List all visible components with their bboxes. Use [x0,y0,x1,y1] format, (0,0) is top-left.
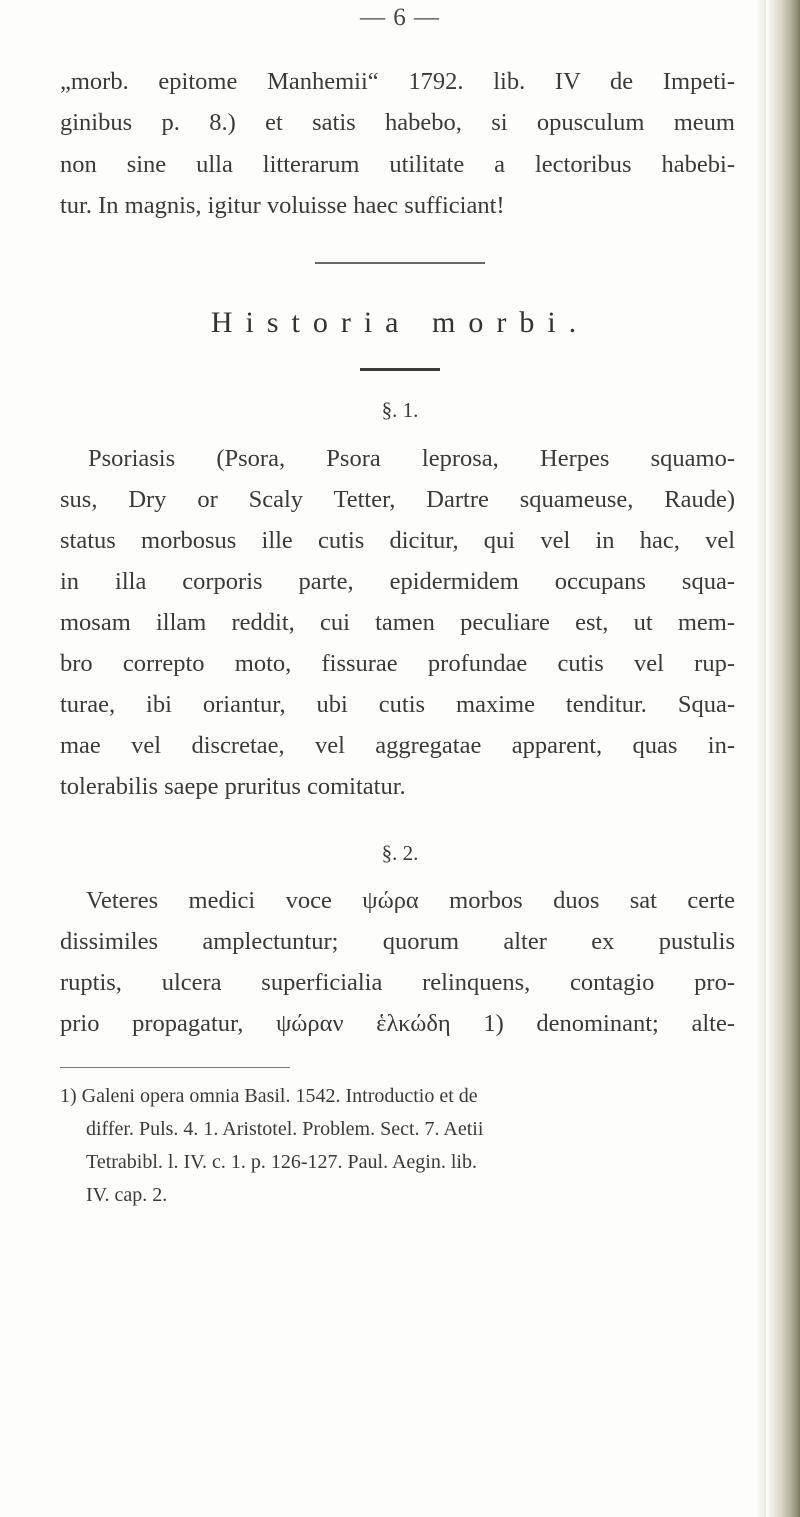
footnote-line: differ. Puls. 4. 1. Aristotel. Problem. Sect. 7. Aetii [86,1118,484,1140]
section-divider [315,262,485,264]
page-edge-shadow [756,0,766,1517]
text-line: „morb. epitome Manhemii“ 1792. lib. IV de Impeti- [60,68,735,95]
text-line: Psoriasis (Psora, Psora leprosa, Herpes squamo- [88,445,735,472]
text-line: sus, Dry or Scaly Tetter, Dartre squameuse, Raude) [60,486,735,513]
section-2-marker: §. 2. [381,841,419,865]
heading-underline [360,368,440,371]
footnote-line: IV. cap. 2. [86,1184,168,1206]
page-number: — 6 — [360,4,440,31]
text-line: non sine ulla litterarum utilitate a lectoribus habebi- [60,151,735,178]
text-line: Veteres medici voce ψώρα morbos duos sat certe [86,887,735,914]
text-line: turae, ibi oriantur, ubi cutis maxime tenditur. Squa- [60,691,735,718]
footnote-rule [60,1067,290,1068]
text-line: status morbosus ille cutis dicitur, qui vel in hac, vel [60,527,735,554]
page-binding-edge [766,0,800,1517]
text-line: dissimiles amplectuntur; quorum alter ex pustulis [60,928,735,955]
footnote-line: 1) Galeni opera omnia Basil. 1542. Introductio et de [60,1085,478,1107]
text-line: bro correpto moto, fissurae profundae cutis vel rup- [60,650,735,677]
text-line: ginibus p. 8.) et satis habebo, si opusculum meum [60,109,735,136]
text-line: mae vel discretae, vel aggregatae apparent, quas in- [60,732,735,759]
text-line: mosam illam reddit, cui tamen peculiare est, ut mem- [60,609,735,636]
text-line: tolerabilis saepe pruritus comitatur. [60,773,406,800]
text-line: ruptis, ulcera superficialia relinquens, contagio pro- [60,969,735,996]
section-1-marker: §. 1. [381,398,419,422]
text-line: prio propagatur, ψώραν ἑλκώδη 1) denominant; alte- [60,1010,735,1037]
footnote-line: Tetrabibl. l. IV. c. 1. p. 126-127. Paul. Aegin. lib. [86,1151,477,1173]
text-line: tur. In magnis, igitur voluisse haec sufficiant! [60,192,505,219]
text-line: in illa corporis parte, epidermidem occupans squa- [60,568,735,595]
page-heading: Historia morbi. [210,306,590,339]
